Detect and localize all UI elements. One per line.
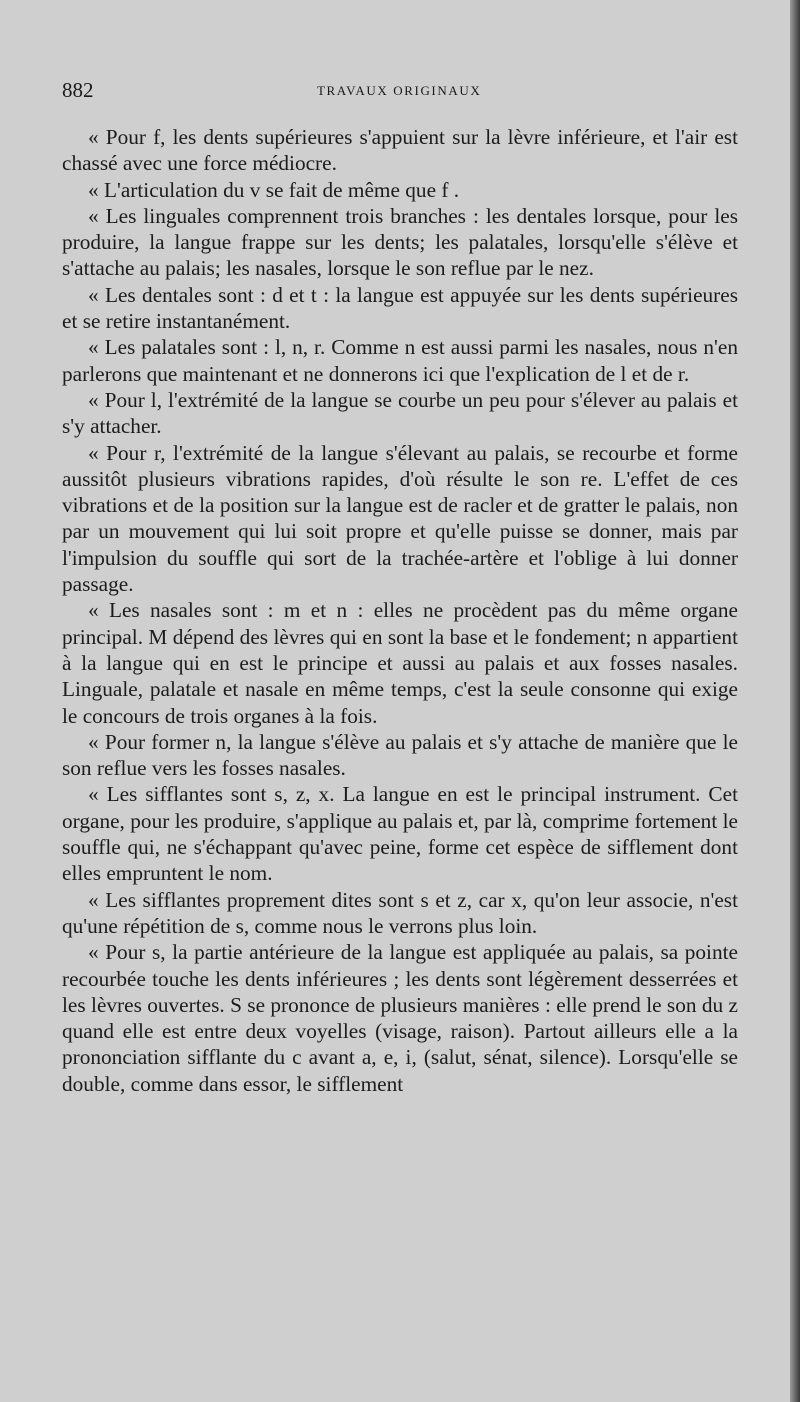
paragraph: « Pour f, les dents supérieures s'appuient sur la lèvre inférieure, et l'air est chassé avec une force médiocre. — [62, 125, 738, 176]
page-edge-shadow — [790, 0, 800, 1402]
paragraph: « Les sifflantes sont s, z, x. La langue en est le principal instrument. Cet organe, pour les produire, s'applique au palais et, par là, comprime fortement le souffle qui, ne s'échappant qu'avec peine, forme cet espèce de sifflement dont elles empruntent le nom. — [62, 782, 738, 886]
paragraph: « Pour former n, la langue s'élève au palais et s'y attache de manière que le son reflue vers les fosses nasales. — [62, 729, 738, 781]
running-title: TRAVAUX ORIGINAUX — [317, 83, 482, 98]
paragraph: « Pour s, la partie antérieure de la langue est appliquée au palais, sa pointe recourbée touche les dents inférieures ; les dents sont légèrement desserrées et les lèvres ouvertes. S se prononce de plusieurs manières : elle prend le son du z quand elle est entre deux voyelles (visage, raison). Partout ailleurs elle a la prononciation sifflante du c avant a, e, i, (salut, sénat, silence). Lorsqu'elle se double, comme dans essor, le sifflement — [62, 940, 738, 1096]
paragraph: « Pour r, l'extrémité de la langue s'élevant au palais, se recourbe et forme aussitôt plusieurs vibrations rapides, d'où résulte le son re. L'effet de ces vibrations et de la position sur la langue est de racler et de gratter le palais, non par un mouvement qui lui soit propre et qu'elle puisse se donner, mais par l'impulsion du souffle qui sort de la trachée-artère et l'oblige à lui donner passage. — [62, 440, 738, 597]
paragraph: « Les linguales comprennent trois branches : les dentales lorsque, pour les produire, la langue frappe sur les dents; les palatales, lorsqu'elle s'élève et s'attache au palais; les nasales, lorsque le son reflue par le nez. — [62, 203, 738, 281]
paragraph: « Les dentales sont : d et t : la langue est appuyée sur les dents supérieures et se retire instantanément. — [62, 282, 738, 334]
paragraph: « L'articulation du v se fait de même que f . — [88, 177, 460, 202]
paragraph: « Les sifflantes proprement dites sont s et z, car x, qu'on leur associe, n'est qu'une répétition de s, comme nous le verrons plus loin. — [62, 887, 738, 938]
paragraph: « Les nasales sont : m et n : elles ne procèdent pas du même organe principal. M dépend des lèvres qui en sont la base et le fondement; n appartient à la langue qui en est le principe et aussi au palais et aux fosses nasales. Linguale, palatale et nasale en même temps, c'est la seule consonne qui exige le concours de trois organes à la fois. — [62, 598, 738, 728]
paragraph: « Les palatales sont : l, n, r. Comme n est aussi parmi les nasales, nous n'en parlerons que maintenant et ne donnerons ici que l'explication de l et de r. — [62, 335, 738, 386]
page-number: 882 — [62, 78, 94, 102]
page-header — [62, 78, 702, 104]
body-text — [62, 124, 738, 1097]
paragraph: « Pour l, l'extrémité de la langue se courbe un peu pour s'élever au palais et s'y attacher. — [62, 387, 738, 439]
